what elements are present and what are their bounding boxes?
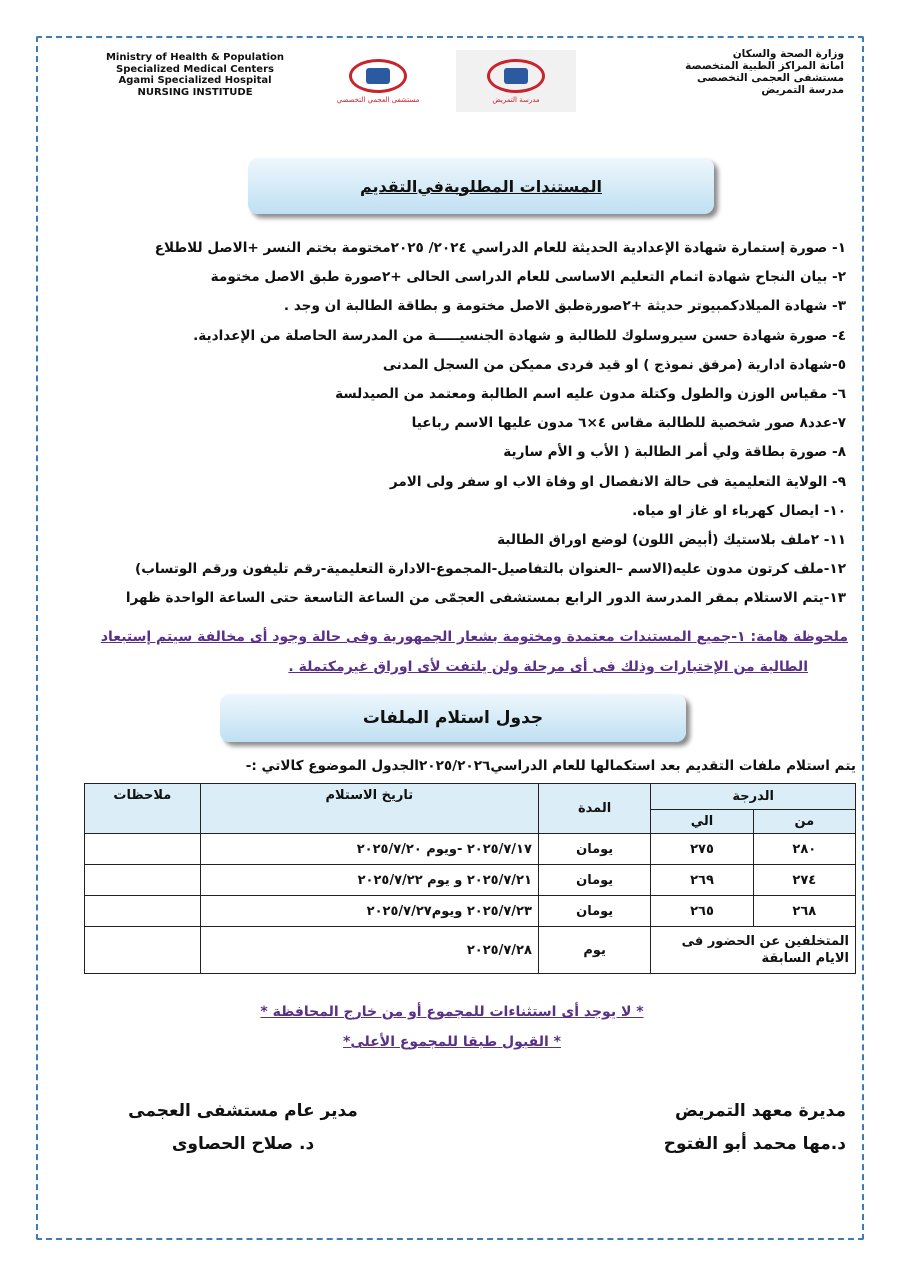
list-item: ٧-عدد٨ صور شخصية للطالبة مقاس ٤×٦ مدون عليها الاسم رباعيا (411, 415, 846, 432)
schedule-table (84, 783, 856, 974)
title-part: في (417, 176, 444, 196)
required-documents-list (46, 234, 846, 614)
header-ar-line: مدرسة التمريض (761, 84, 844, 96)
list-item: ١٠- ايصال كهرباء او غاز او مياه. (632, 502, 846, 519)
cell-from: ٢٧٤ (753, 865, 855, 896)
header-duration: المدة (538, 784, 650, 834)
cell-date: ٢٠٢٥/٧/٢٣ ويوم٢٠٢٥/٧/٢٧ (200, 896, 538, 927)
signature-title: مدير عام مستشفى العجمى (128, 1101, 358, 1121)
cell-notes (85, 834, 201, 865)
header-en-line: NURSING INSTITUDE (137, 86, 253, 98)
list-item: ٩- الولاية التعليمية فى حالة الانفصال او وفاة الاب او سفر ولى الامر (389, 473, 846, 490)
signature-title: مديرة معهد التمريض (674, 1101, 846, 1121)
nursing-school-logo-icon (487, 59, 545, 93)
list-item: ١٢-ملف كرتون مدون عليه(الاسم –العنوان بالتفاصيل-المجموع-الادارة التعليمية-رقم تليفون ورقم الوتساب) (134, 561, 846, 578)
note-line: الطالبة من الإختبارات وذلك فى أى مرحلة ولن يلتفت لأى اوراق غيرمكتملة . (288, 659, 808, 675)
cell-notes (85, 865, 201, 896)
list-item: ٣- شهادة الميلادكمبيوتر حديثة +٢صورةطبق الاصل مختومة و بطاقة الطالبة ان وجد . (283, 298, 846, 315)
hospital-logo-icon (349, 59, 407, 93)
header-from: من (753, 810, 855, 834)
cell-duration: يومان (538, 896, 650, 927)
header-arabic (624, 48, 844, 96)
list-item: ٨- صورة بطاقة ولي أمر الطالبة ( الأب و الأم سارية (503, 444, 846, 461)
cell-date: ٢٠٢٥/٧/٢١ و يوم ٢٠٢٥/٧/٢٢ (200, 865, 538, 896)
nursing-school-logo (456, 50, 576, 112)
signature-name: د. صلاح الحصاوى (171, 1134, 315, 1154)
list-item: ٥-شهادة ادارية (مرفق نموذج ) او قيد فردى مميكن من السجل المدنى (382, 356, 846, 373)
cell-date: ٢٠٢٥/٧/١٧ -ويوم ٢٠٢٥/٧/٢٠ (200, 834, 538, 865)
required-documents-title (248, 158, 714, 214)
header-to: الي (651, 810, 753, 834)
footer-note-text: * القبول طبقا للمجموع الأعلى* (343, 1034, 561, 1050)
table-row (85, 927, 856, 974)
header-ar-line: امانة المراكز الطبية المتخصصة (685, 60, 844, 72)
table-row (85, 834, 856, 865)
note-line: ملحوظة هامة: ١-جميع المستندات معتمدة ومختومة بشعار الجمهورية وفى حالة وجود أى مخالفة سيتم إستبعاد (100, 629, 848, 645)
title-part: التقديم (359, 176, 418, 196)
schedule-intro: يتم استلام ملفات التقديم بعد استكمالها للعام الدراسي٢٠٢٥/٢٠٢٦الجدول الموضوع كالاتي :- (245, 758, 856, 774)
signature-name: د.مها محمد أبو الفتوح (663, 1134, 846, 1154)
footer-note (0, 1034, 904, 1050)
important-note (48, 622, 848, 682)
list-item: ٦- مقياس الوزن والطول وكتلة مدون عليه اسم الطالبة ومعتمد من الصيدلسة (335, 386, 846, 403)
table-row (85, 896, 856, 927)
footer-note (0, 1004, 904, 1020)
cell-duration: يومان (538, 865, 650, 896)
header-ar-line: وزارة الصحة والسكان (732, 48, 844, 60)
hospital-logo-caption: مستشفى العجمي التخصصي (336, 95, 420, 104)
cell-duration: يومان (538, 834, 650, 865)
list-item: ١١- ٢ملف بلاستيك (أبيض اللون) لوضع اوراق الطالبة (497, 532, 846, 549)
header-english (70, 52, 320, 98)
signature-nursing-director (626, 1095, 846, 1161)
signature-hospital-director (112, 1095, 374, 1161)
list-item: ١٣-يتم الاستلام بمقر المدرسة الدور الرابع بمستشفى العجمّى من الساعة التاسعة حتى الساعة الواحدة ظهرا (125, 590, 846, 607)
list-item: ٤- صورة شهادة حسن سيروسلوك للطالبة و شهادة الجنسيـــــة من المدرسة الحاصلة من الإعدادية. (193, 327, 846, 344)
footer-note-text: * لا يوجد أى استثناءات للمجموع أو من خارج المحافظة * (260, 1004, 644, 1020)
header-ar-line: مستشفى العجمى التخصصى (696, 72, 844, 84)
header-en-line: Agami Specialized Hospital (118, 75, 272, 86)
cell-from: ٢٦٨ (753, 896, 855, 927)
cell-date: ٢٠٢٥/٧/٢٨ (200, 927, 538, 974)
cell-to: ٢٦٩ (651, 865, 753, 896)
header-en-line: Specialized Medical Centers (116, 63, 274, 75)
header-date: تاريخ الاستلام (200, 784, 538, 834)
cell-from: ٢٨٠ (753, 834, 855, 865)
cell-notes (85, 896, 201, 927)
schedule-title: جدول استلام الملفات (220, 694, 686, 742)
header-en-line: Ministry of Health & Population (105, 52, 285, 63)
cell-notes (85, 927, 201, 974)
table-row (85, 865, 856, 896)
cell-absent-label: المتخلفين عن الحضور فى الايام السابقة (651, 927, 856, 974)
title-part: المستندات المطلوبة (444, 176, 603, 196)
list-item: ١- صورة إستمارة شهادة الإعدادية الحديثة للعام الدراسي ٢٠٢٤/ ٢٠٢٥مختومة بختم النسر +الاصل للاطلاع (154, 240, 846, 256)
header-degree: الدرجة (651, 784, 856, 810)
cell-to: ٢٦٥ (651, 896, 753, 927)
cell-duration: يوم (538, 927, 650, 974)
hospital-logo (318, 50, 438, 112)
header-notes: ملاحظات (85, 784, 201, 834)
nursing-school-logo-caption: مدرسة التمريض (492, 95, 540, 104)
list-item: ٢- بيان النجاح شهادة اتمام التعليم الاساسى للعام الدراسى الحالى +٢صورة طبق الاصل مختومة (210, 269, 846, 286)
cell-to: ٢٧٥ (651, 834, 753, 865)
